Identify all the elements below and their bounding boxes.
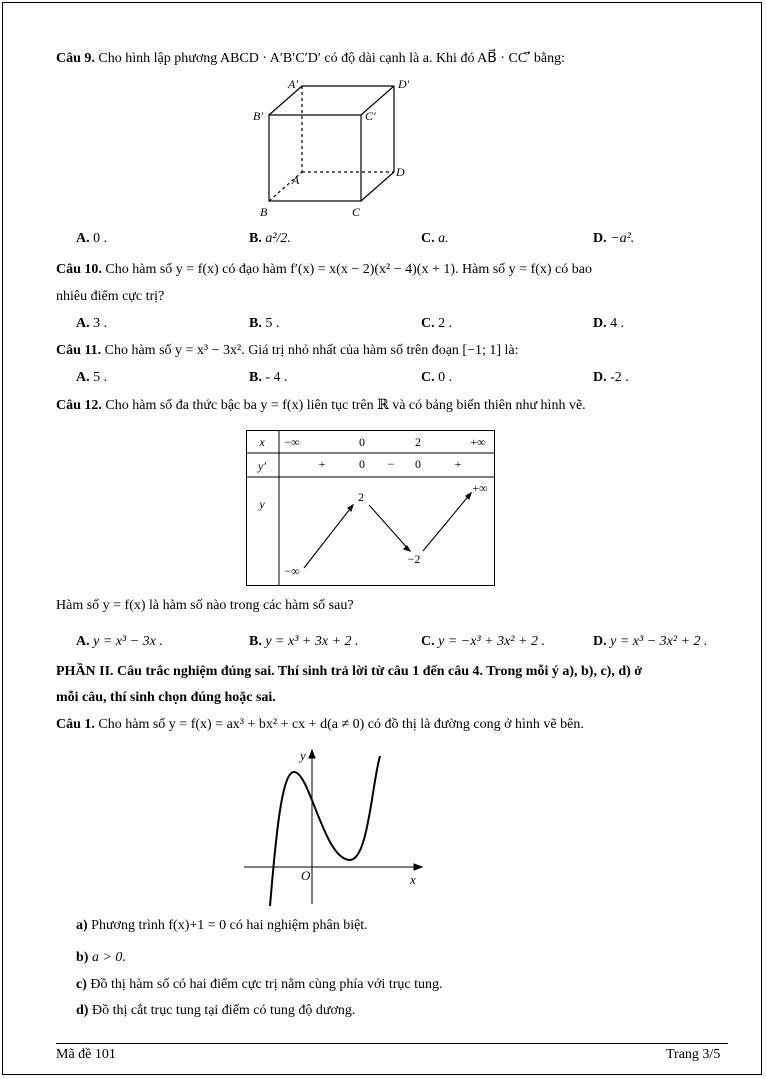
p2q1-stem: [56, 717, 584, 734]
vt-y-min: −2: [407, 552, 421, 566]
cube-label-a: A: [292, 173, 300, 187]
q9-opt-a-key: A.: [76, 231, 90, 246]
footer-divider: [56, 1043, 728, 1044]
vt-yp-sign-3: +: [454, 457, 462, 471]
vt-x-pos-inf: +∞: [470, 435, 486, 449]
q9-opt-c: a.: [438, 231, 449, 246]
q10-opt-d-key: D.: [593, 316, 607, 331]
q12-opt-b-key: B.: [249, 634, 262, 649]
q11-opt-a-key: A.: [76, 370, 90, 385]
graph-origin-label: O: [301, 868, 311, 883]
vt-x-neg-inf: −∞: [284, 435, 300, 449]
q9-stem: [56, 51, 565, 68]
q9-opt-a: 0 .: [93, 231, 108, 246]
p2q1-item-d: [76, 1003, 355, 1020]
footer-exam-code: Mã đề 101: [56, 1047, 116, 1062]
vt-arrow-up-2: [423, 493, 471, 551]
p2q1-item-b-key: b): [76, 950, 89, 965]
q11-opt-d-key: D.: [593, 370, 607, 385]
vt-x-label: x: [259, 435, 265, 449]
q9-opt-b: a²/2.: [265, 231, 291, 246]
vt-x-2: 2: [415, 435, 421, 449]
vt-yp-zero-1: 0: [359, 457, 365, 471]
vt-yp-sign-2: −: [387, 457, 395, 471]
q12-stem: [56, 398, 586, 415]
cube-label-b: B: [260, 205, 268, 219]
graph-y-label: y: [300, 748, 306, 763]
cube-label-a1: A': [288, 77, 298, 91]
p2q1-item-a-text: Phương trình f(x)+1 = 0 có hai nghiệm phân biệt.: [91, 918, 368, 933]
cubic-graph: [238, 744, 428, 908]
p2q1-text: Cho hàm số y = f(x) = ax³ + bx² + cx + d(a ≠ 0) có đồ thị là đường cong ở hình vẽ bên.: [98, 717, 584, 732]
q9-opt-c-key: C.: [421, 231, 435, 246]
part2-heading-line2: mỗi câu, thí sinh chọn đúng hoặc sai.: [56, 690, 276, 705]
p2q1-item-d-text: Đồ thị cắt trục tung tại điểm có tung độ dương.: [91, 1003, 356, 1018]
q11-stem: [56, 343, 519, 360]
q12-question: Hàm số y = f(x) là hàm số nào trong các hàm số sau?: [56, 598, 354, 613]
vt-yp-zero-2: 0: [415, 457, 421, 471]
q10-opt-b-key: B.: [249, 316, 262, 331]
footer-page-number: Trang 3/5: [666, 1047, 721, 1062]
q12-opt-b: y = x³ + 3x + 2 .: [265, 634, 359, 649]
q9-opt-b-key: B.: [249, 231, 262, 246]
q9-opt-d-key: D.: [593, 231, 607, 246]
cube-label-c: C: [352, 205, 361, 219]
vt-y-max: 2: [358, 490, 364, 504]
vt-y-pos-inf: +∞: [472, 481, 488, 495]
q11-opt-b: - 4 .: [265, 370, 288, 385]
p2q1-label: Câu 1.: [56, 717, 95, 732]
p2q1-item-d-key: d): [76, 1003, 89, 1018]
q12-opt-a: y = x³ − 3x .: [93, 634, 163, 649]
p2q1-item-b-text: a > 0.: [91, 950, 126, 965]
cube-label-d1: D': [398, 77, 410, 91]
cube-label-d: D: [396, 165, 405, 179]
q9-label: Câu 9.: [56, 51, 95, 66]
q10-opt-a-key: A.: [76, 316, 90, 331]
variation-table: [246, 430, 495, 587]
q11-opt-d: -2 .: [610, 370, 629, 385]
p2q1-item-c: [76, 977, 442, 994]
p2q1-item-b: [76, 950, 126, 967]
cube-label-b1: B': [253, 109, 263, 123]
q12-opt-c-key: C.: [421, 634, 435, 649]
vt-yp-sign-1: +: [318, 457, 326, 471]
q9-text: Cho hình lập phương ABCD · A′B′C′D′ có độ dài cạnh là a. Khi đó AB⃗ · CC′⃗ bằng:: [98, 51, 566, 66]
q12-opt-d: y = x³ − 3x² + 2 .: [610, 634, 708, 649]
q10-opt-a: 3 .: [93, 316, 108, 331]
graph-x-label: x: [410, 872, 416, 887]
cube-figure: [250, 74, 420, 222]
q12-opt-a-key: A.: [76, 634, 90, 649]
q10-opt-c-key: C.: [421, 316, 435, 331]
q9-options: [0, 231, 766, 251]
q11-text: Cho hàm số y = x³ − 3x². Giá trị nhỏ nhất của hàm số trên đoạn [−1; 1] là:: [104, 343, 519, 358]
q11-options: [0, 370, 766, 390]
q10-text: Cho hàm số y = f(x) có đạo hàm f′(x) = x(x − 2)(x² − 4)(x + 1). Hàm số y = f(x) có bao: [105, 262, 592, 277]
q10-opt-b: 5 .: [265, 316, 280, 331]
q10-options: [0, 316, 766, 336]
part2-heading-line1: PHẦN II. Câu trắc nghiệm đúng sai. Thí sinh trả lời từ câu 1 đến câu 4. Trong mỗi ý a), b), c), d) ở: [56, 664, 643, 679]
cube-label-c1: C': [365, 109, 376, 123]
p2q1-item-a: [76, 918, 368, 935]
vt-y-neg-inf: −∞: [284, 564, 300, 578]
q12-options: [0, 634, 766, 654]
q12-opt-c: y = −x³ + 3x² + 2 .: [438, 634, 545, 649]
cubic-curve: [270, 756, 380, 906]
q11-opt-a: 5 .: [93, 370, 108, 385]
q11-opt-b-key: B.: [249, 370, 262, 385]
p2q1-item-c-key: c): [76, 977, 87, 992]
vt-yp-label: y′: [258, 459, 266, 473]
q10-opt-c: 2 .: [438, 316, 453, 331]
q12-opt-d-key: D.: [593, 634, 607, 649]
p2q1-item-c-text: Đồ thị hàm số có hai điểm cực trị nằm cùng phía với trục tung.: [90, 977, 443, 992]
q10-opt-d: 4 .: [610, 316, 625, 331]
q12-label: Câu 12.: [56, 398, 102, 413]
vt-x-0: 0: [359, 435, 365, 449]
q11-label: Câu 11.: [56, 343, 102, 358]
q10-stem-line1: [56, 262, 592, 279]
q10-stem-line2: nhiêu điểm cực trị?: [56, 289, 165, 304]
vt-arrow-down: [369, 505, 410, 551]
q9-opt-d: −a².: [610, 231, 635, 246]
vt-y-label: y: [259, 497, 265, 511]
vt-arrow-up-1: [304, 505, 353, 568]
q11-opt-c: 0 .: [438, 370, 453, 385]
q12-text: Cho hàm số đa thức bậc ba y = f(x) liên tục trên ℝ và có bảng biến thiên như hình vẽ.: [105, 398, 586, 413]
p2q1-item-a-key: a): [76, 918, 88, 933]
q10-label: Câu 10.: [56, 262, 102, 277]
q11-opt-c-key: C.: [421, 370, 435, 385]
